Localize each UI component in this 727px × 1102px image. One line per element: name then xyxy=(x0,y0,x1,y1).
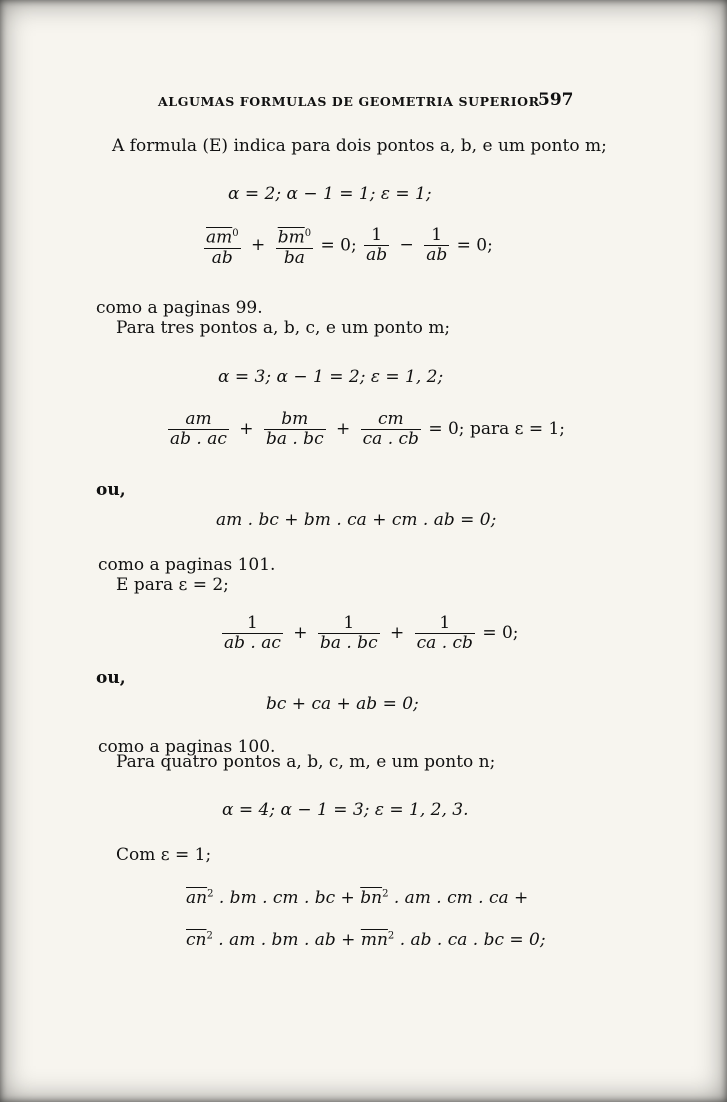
page-number: 597 xyxy=(538,90,574,110)
overlined-term: $\overline{bn}$ xyxy=(360,888,383,908)
fraction-numerator: 1 xyxy=(364,226,389,246)
term: . am . bm . ab + xyxy=(218,930,356,950)
text-line-3: Para tres pontos a, b, c, e um ponto m; xyxy=(116,318,451,338)
fraction xyxy=(264,410,326,449)
equation-7: bc + ca + ab = 0; xyxy=(266,694,419,714)
fraction-numerator: am xyxy=(168,410,229,430)
plus-sign: + xyxy=(336,419,351,439)
overlined-term: $\overline{cn}$ xyxy=(186,930,207,950)
text-line-6: como a paginas 100. xyxy=(98,737,276,757)
text-line-2: como a paginas 99. xyxy=(96,298,263,318)
fraction-denominator: ab . ac xyxy=(170,429,227,449)
text-line-5: E para ε = 2; xyxy=(116,575,229,595)
fraction xyxy=(361,410,421,449)
equation-2 xyxy=(202,224,493,268)
fraction-numerator: $\overline{bm}$ xyxy=(277,227,305,248)
fraction-denominator: ba . bc xyxy=(265,429,324,449)
term: . am . cm . ca + xyxy=(393,888,529,908)
text-line-7: Para quatro pontos a, b, c, m, e um ponto n; xyxy=(116,752,496,772)
plus-sign: + xyxy=(390,623,405,643)
equation-4 xyxy=(166,410,565,449)
superscript: 2 xyxy=(207,888,214,900)
equation-3: α = 3; α − 1 = 2; ε = 1, 2; xyxy=(218,367,444,387)
term: . ab . ca . bc = 0; xyxy=(399,930,546,950)
superscript: 2 xyxy=(206,930,213,942)
fraction-numerator: 1 xyxy=(424,226,449,246)
equation-8: α = 4; α − 1 = 3; ε = 1, 2, 3. xyxy=(222,800,469,820)
fraction-denominator: ab . ac xyxy=(224,633,281,653)
fraction-numerator: 1 xyxy=(415,614,475,634)
fraction xyxy=(276,224,313,268)
equals-zero: = 0; xyxy=(482,623,519,643)
fraction xyxy=(318,614,380,653)
superscript: 2 xyxy=(382,888,389,900)
fraction-denominator: ba . bc xyxy=(319,633,378,653)
term: . bm . cm . bc + xyxy=(218,888,355,908)
fraction xyxy=(424,226,449,265)
text-ou-1: ou, xyxy=(96,480,126,500)
equation-9 xyxy=(186,888,528,908)
text-line-4: como a paginas 101. xyxy=(98,555,276,575)
fraction xyxy=(204,224,241,268)
text-ou-2: ou, xyxy=(96,668,126,688)
fraction-numerator: bm xyxy=(264,410,326,430)
text-line-8: Com ε = 1; xyxy=(116,845,212,865)
overlined-term: $\overline{mn}$ xyxy=(360,930,388,950)
fraction-denominator: ba xyxy=(283,247,305,268)
equals-zero: = 0; xyxy=(320,235,357,256)
fraction xyxy=(222,614,283,653)
fraction-numerator: 1 xyxy=(318,614,380,634)
fraction-numerator: 1 xyxy=(222,614,283,634)
fraction-denominator: ab xyxy=(426,245,448,266)
fraction-denominator: ca . cb xyxy=(362,429,419,449)
minus-sign: − xyxy=(399,235,414,256)
text-line-1: A formula (E) indica para dois pontos a, b, e um ponto m; xyxy=(112,136,607,156)
equation-1: α = 2; α − 1 = 1; ε = 1; xyxy=(228,184,432,204)
fraction xyxy=(364,226,389,265)
equation-5: am . bc + bm . ca + cm . ab = 0; xyxy=(216,510,497,530)
running-header: ALGUMAS FORMULAS DE GEOMETRIA SUPERIOR xyxy=(158,94,540,109)
plus-sign: + xyxy=(239,419,254,439)
superscript: 0 xyxy=(232,228,239,239)
fraction-denominator: ab xyxy=(366,245,388,266)
fraction-denominator: ab xyxy=(211,247,233,268)
fraction-denominator: ca . cb xyxy=(416,633,473,653)
equation-10 xyxy=(186,930,546,950)
equation-tail: = 0; para ε = 1; xyxy=(428,419,566,439)
fraction-numerator: cm xyxy=(361,410,421,430)
plus-sign: + xyxy=(251,235,266,256)
equals-zero: = 0; xyxy=(456,235,493,256)
superscript: 2 xyxy=(387,930,395,942)
fraction xyxy=(168,410,229,449)
fraction xyxy=(415,614,475,653)
plus-sign: + xyxy=(293,623,308,643)
overlined-term: $\overline{an}$ xyxy=(186,888,208,908)
fraction-numerator: $\overline{am}$ xyxy=(206,227,233,248)
equation-6 xyxy=(220,614,519,653)
superscript: 0 xyxy=(304,228,312,239)
